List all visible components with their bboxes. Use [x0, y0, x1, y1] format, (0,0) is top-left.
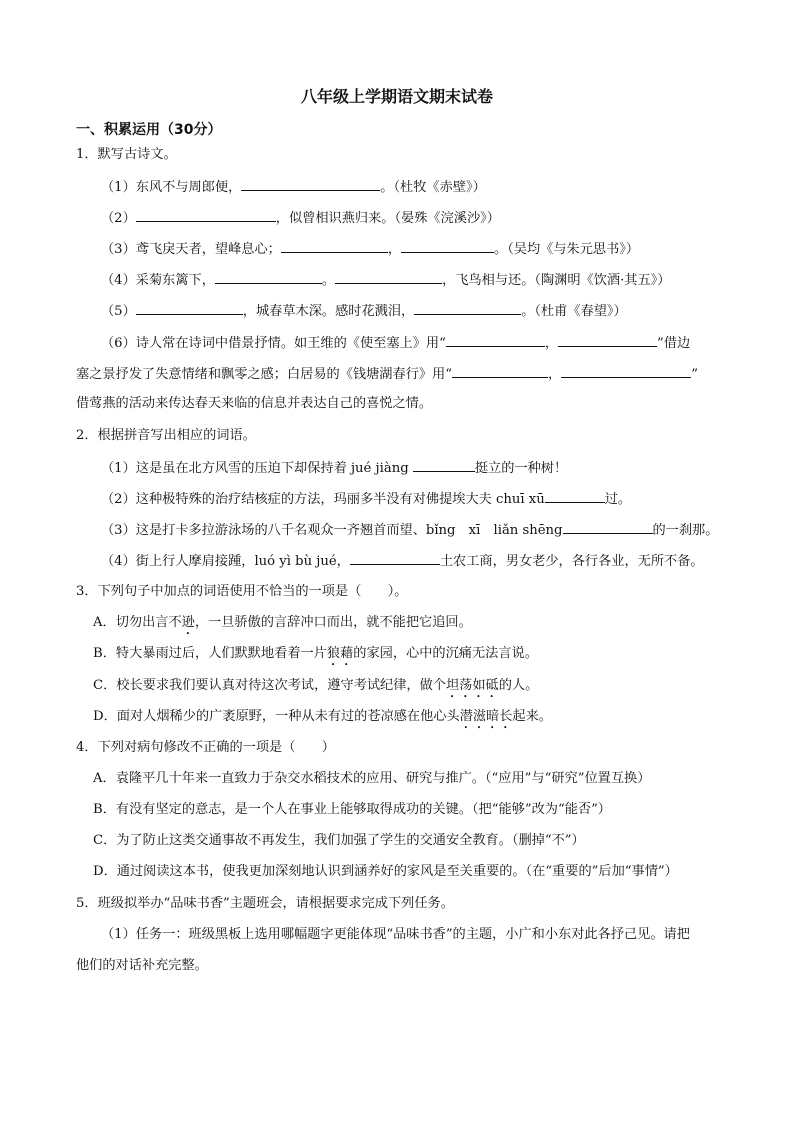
q1-item-6-text-b: ， — [544, 336, 559, 351]
q2-item-2-text-a: （2）这种极特殊的治疗结核症的方法，玛丽多半没有对佛提埃大夫 chuī xū — [101, 492, 545, 507]
answer-blank[interactable] — [561, 364, 691, 378]
answer-blank[interactable] — [563, 520, 653, 534]
q4-option-b: B．有没有坚定的意志，是一个人在事业上能够取得成功的关键。（把“能够”改为“能否”） — [93, 802, 611, 817]
q1-item-1-text-a: （1）东风不与周郎便， — [101, 180, 242, 195]
q3-option-a-text-a: A．切勿出言不 — [93, 615, 182, 630]
q1-item-4 — [101, 270, 670, 290]
q3-option-c-text-a: C．校长要求我们要认真对待这次考试，遵守考试纪律，做个 — [93, 678, 446, 693]
q3-option-b-dotted-word: 狼藉 — [326, 646, 354, 661]
answer-blank[interactable] — [446, 333, 545, 347]
q2-item-4 — [101, 551, 704, 571]
q2-item-1-text-a: （1）这是虽在北方风雪的压迫下却保持着 jué jiàng — [101, 461, 413, 476]
answer-blank[interactable] — [350, 551, 440, 565]
section-heading-accumulation: 一、积累运用（30分） — [76, 122, 222, 138]
q1-item-5-text-a: （5） — [101, 304, 136, 319]
q4-option-a: A．袁隆平几十年来一直致力于杂交水稻技术的应用、研究与推广。（“应用”与“研究”位置互换） — [93, 771, 651, 786]
q1-item-6-line-1 — [101, 333, 690, 353]
answer-blank[interactable] — [136, 208, 276, 222]
q5-task-1-line-2: 他们的对话补充完整。 — [76, 958, 208, 973]
q3-option-b-text-a: B．特大暴雨过后，人们默默地看着一片 — [93, 646, 327, 661]
q1-item-5-text-b: ，城春草木深。感时花溅泪， — [242, 304, 415, 319]
q3-option-d-text-b: 起来。 — [512, 709, 552, 724]
q3-option-d — [93, 708, 552, 732]
q3-option-c — [93, 677, 538, 701]
question-1-stem: 1．默写古诗文。 — [76, 147, 177, 162]
question-4-stem: 4．下列对病句修改不正确的一项是（ ） — [76, 740, 335, 755]
answer-blank[interactable] — [401, 239, 494, 253]
q1-item-3-text-c: 。（吴均《与朱元思书》） — [494, 242, 640, 257]
q2-item-4-text-b: 土农工商，男女老少，各行各业，无所不备。 — [439, 554, 704, 569]
q2-item-2-text-b: 过。 — [604, 492, 632, 507]
q1-item-6-line-2 — [76, 364, 698, 384]
q1-item-6-line-3: 借莺燕的活动来传达春天来临的信息并表达自己的喜悦之情。 — [76, 396, 433, 411]
q2-item-3-text-a: （3）这是打卡多拉游泳场的八千名观众一齐翘首而望、bǐng xī liǎn shēng — [101, 523, 563, 538]
q2-item-3 — [101, 520, 718, 540]
q3-option-b-text-b: 的家园，心中的沉痛无法言说。 — [353, 646, 538, 661]
q2-item-2 — [101, 489, 631, 509]
q2-item-1 — [101, 458, 567, 478]
q3-option-b — [93, 645, 538, 669]
q1-item-4-text-a: （4）采菊东篱下， — [101, 273, 215, 288]
q1-item-5 — [101, 301, 627, 321]
answer-blank[interactable] — [241, 177, 380, 191]
answer-blank[interactable] — [413, 458, 475, 472]
q3-option-a-text-b: ，一旦骄傲的言辞冲口而出，就不能把它追回。 — [194, 615, 472, 630]
q2-item-4-text-a: （4）街上行人摩肩接踵，luó yì bù jué， — [101, 554, 350, 569]
answer-blank[interactable] — [215, 270, 322, 284]
q1-item-1-text-b: 。（杜牧《赤壁》） — [380, 180, 486, 195]
answer-blank[interactable] — [414, 301, 521, 315]
q3-option-c-dotted-word: 坦荡如砥 — [445, 678, 499, 693]
q3-option-a — [93, 614, 472, 638]
q1-item-3-text-b: ， — [387, 242, 402, 257]
q4-option-c: C．为了防止这类交通事故不再发生，我们加强了学生的交通安全教育。（删掉“不”） — [93, 833, 585, 848]
q1-item-2 — [101, 208, 500, 228]
q1-item-6-text-c: ”借边 — [657, 336, 691, 351]
q1-item-6-text-f: ” — [691, 367, 698, 382]
question-5-stem: 5．班级拟举办“品味书香”主题班会，请根据要求完成下列任务。 — [76, 896, 454, 911]
page-title: 八年级上学期语文期末试卷 — [300, 87, 493, 106]
question-3-stem: 3．下列句子中加点的词语使用不恰当的一项是（ ）。 — [76, 584, 408, 599]
answer-blank[interactable] — [558, 333, 657, 347]
q4-option-d: D．通过阅读这本书，使我更加深刻地认识到涵养好的家风是至关重要的。（在“重要的”后加“事情”） — [93, 864, 678, 879]
q1-item-3-text-a: （3）鸢飞戾天者，望峰息心； — [101, 242, 281, 257]
q1-item-4-text-b: 。 — [321, 273, 336, 288]
q5-task-1-line-1: （1）任务一：班级黑板上选用哪幅题字更能体现“品味书香”的主题，小广和小东对此各抒己见。请把 — [101, 927, 690, 942]
answer-blank[interactable] — [136, 301, 243, 315]
answer-blank[interactable] — [545, 489, 605, 503]
question-2-stem: 2．根据拼音写出相应的词语。 — [76, 428, 256, 443]
q3-option-a-dotted-word: 逊 — [181, 615, 195, 630]
q1-item-2-text-a: （2） — [101, 211, 136, 226]
q1-item-5-text-c: 。（杜甫《春望》） — [521, 304, 627, 319]
answer-blank[interactable] — [335, 270, 442, 284]
q1-item-3 — [101, 239, 639, 259]
q2-item-1-text-b: 挺立的一种树！ — [474, 461, 568, 476]
q1-item-6-text-d: 塞之景抒发了失意情绪和飘零之感；白居易的《钱塘湖春行》用“ — [76, 367, 452, 382]
q3-option-d-dotted-word: 潜滋暗长 — [459, 709, 513, 724]
q3-option-c-text-b: 的人。 — [498, 678, 539, 693]
q1-item-2-text-b: ，似曾相识燕归来。（晏殊《浣溪沙》） — [275, 211, 500, 226]
q3-option-d-text-a: D．面对人烟稀少的广袤原野，一种从未有过的苍凉感在他心头 — [93, 709, 460, 724]
q1-item-1 — [101, 177, 486, 197]
answer-blank[interactable] — [452, 364, 548, 378]
q1-item-6-text-a: （6）诗人常在诗词中借景抒情。如王维的《使至塞上》用“ — [101, 336, 446, 351]
answer-blank[interactable] — [281, 239, 388, 253]
q1-item-4-text-c: ，飞鸟相与还。（陶渊明《饮酒·其五》） — [442, 273, 671, 288]
q2-item-3-text-b: 的一刹那。 — [652, 523, 719, 538]
q1-item-6-text-e: ， — [548, 367, 562, 382]
